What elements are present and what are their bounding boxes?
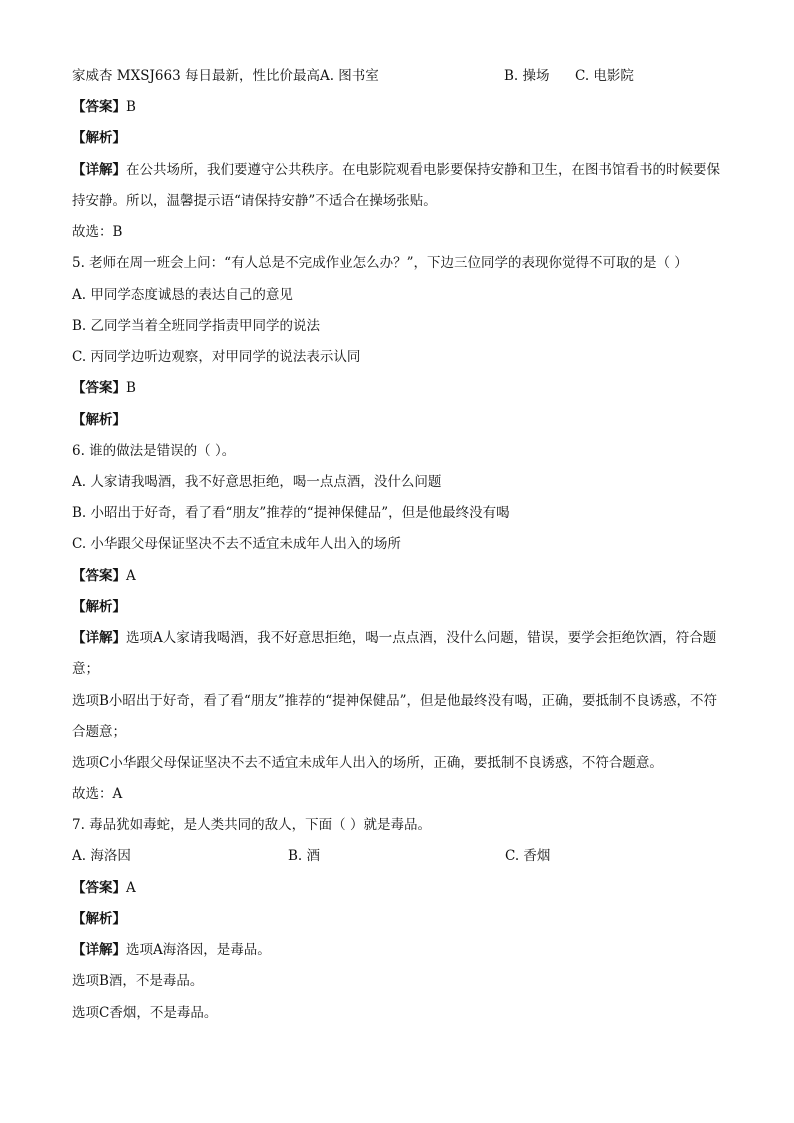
q7-option-c: C. 香烟 xyxy=(505,848,551,864)
q7-analysis-tag: 【解析】 xyxy=(72,911,126,927)
q7-question: 7. 毒品犹如毒蛇，是人类共同的敌人，下面（ ）就是毒品。 xyxy=(72,817,431,833)
q6-question: 6. 谁的做法是错误的（ ）。 xyxy=(72,443,236,459)
q5-option-a: A. 甲同学态度诚恳的表达自己的意见 xyxy=(72,287,293,303)
answer-value: B xyxy=(126,380,136,396)
detail-text: 选项A海洛因，是毒品。 xyxy=(126,942,271,958)
q6-conclusion: 故选：A xyxy=(72,786,123,802)
answer-tag: 【答案】 xyxy=(72,568,126,584)
q5-option-b: B. 乙同学当着全班同学指责甲同学的说法 xyxy=(72,318,321,334)
detail-text: 选项A人家请我喝酒，我不好意思拒绝，喝一点点酒，没什么问题，错误，要学会拒绝饮酒，符合题意； xyxy=(72,630,717,677)
answer-tag: 【答案】 xyxy=(72,880,126,896)
q6-detail-b: 选项B小昭出于好奇，看了看“朋友”推荐的“提神保健品”，但是他最终没有喝，正确，要抵制不良诱惑，不符合题意； xyxy=(72,693,718,740)
detail-tag: 【详解】 xyxy=(72,942,126,958)
q6-detail-a xyxy=(72,623,724,685)
q4-analysis-tag: 【解析】 xyxy=(72,130,126,146)
q4-conclusion: 故选：B xyxy=(72,224,123,240)
q7-options-row xyxy=(72,846,722,866)
q5-answer xyxy=(72,378,136,398)
detail-text: 在公共场所，我们要遵守公共秩序。在电影院观看电影要保持安静和卫生，在图书馆看书的时候要保持安静。所以，温馨提示语“请保持安静”不适合在操场张贴。 xyxy=(72,162,720,209)
answer-value: A xyxy=(126,880,136,896)
q7-detail-a xyxy=(72,940,271,960)
q6-option-a: A. 人家请我喝酒，我不好意思拒绝，喝一点点酒，没什么问题 xyxy=(72,474,442,490)
q5-analysis-tag: 【解析】 xyxy=(72,412,126,428)
detail-tag: 【详解】 xyxy=(72,630,126,646)
q6-option-b: B. 小昭出于好奇，看了看“朋友”推荐的“提神保健品”，但是他最终没有喝 xyxy=(72,505,510,521)
q7-answer xyxy=(72,878,136,898)
q4-option-b: B. 操场 xyxy=(504,68,550,84)
q5-question: 5. 老师在周一班会上问：“有人总是不完成作业怎么办？”，下边三位同学的表现你觉得不可取的是（ ） xyxy=(72,255,688,271)
answer-value: A xyxy=(126,568,136,584)
answer-value: B xyxy=(126,99,136,115)
q7-option-a: A. 海洛因 xyxy=(72,848,131,864)
q6-analysis-tag: 【解析】 xyxy=(72,599,126,615)
q4-option-a: 家威杏 MXSJ663 每日最新，性比价最高A. 图书室 xyxy=(72,68,379,84)
q4-detail xyxy=(72,155,724,217)
q7-option-b: B. 酒 xyxy=(288,848,321,864)
q7-detail-b: 选项B酒，不是毒品。 xyxy=(72,973,204,989)
detail-tag: 【详解】 xyxy=(72,162,126,178)
q6-detail-c: 选项C小华跟父母保证坚决不去不适宜未成年人出入的场所，正确，要抵制不良诱惑，不符合题意。 xyxy=(72,755,663,771)
q4-answer xyxy=(72,97,136,117)
q4-options-row xyxy=(72,66,722,86)
answer-tag: 【答案】 xyxy=(72,99,126,115)
q6-option-c: C. 小华跟父母保证坚决不去不适宜未成年人出入的场所 xyxy=(72,536,401,552)
q5-option-c: C. 丙同学边听边观察，对甲同学的说法表示认同 xyxy=(72,349,361,365)
q4-option-c: C. 电影院 xyxy=(575,68,634,84)
q6-answer xyxy=(72,566,136,586)
q7-detail-c: 选项C香烟，不是毒品。 xyxy=(72,1005,218,1021)
answer-tag: 【答案】 xyxy=(72,380,126,396)
